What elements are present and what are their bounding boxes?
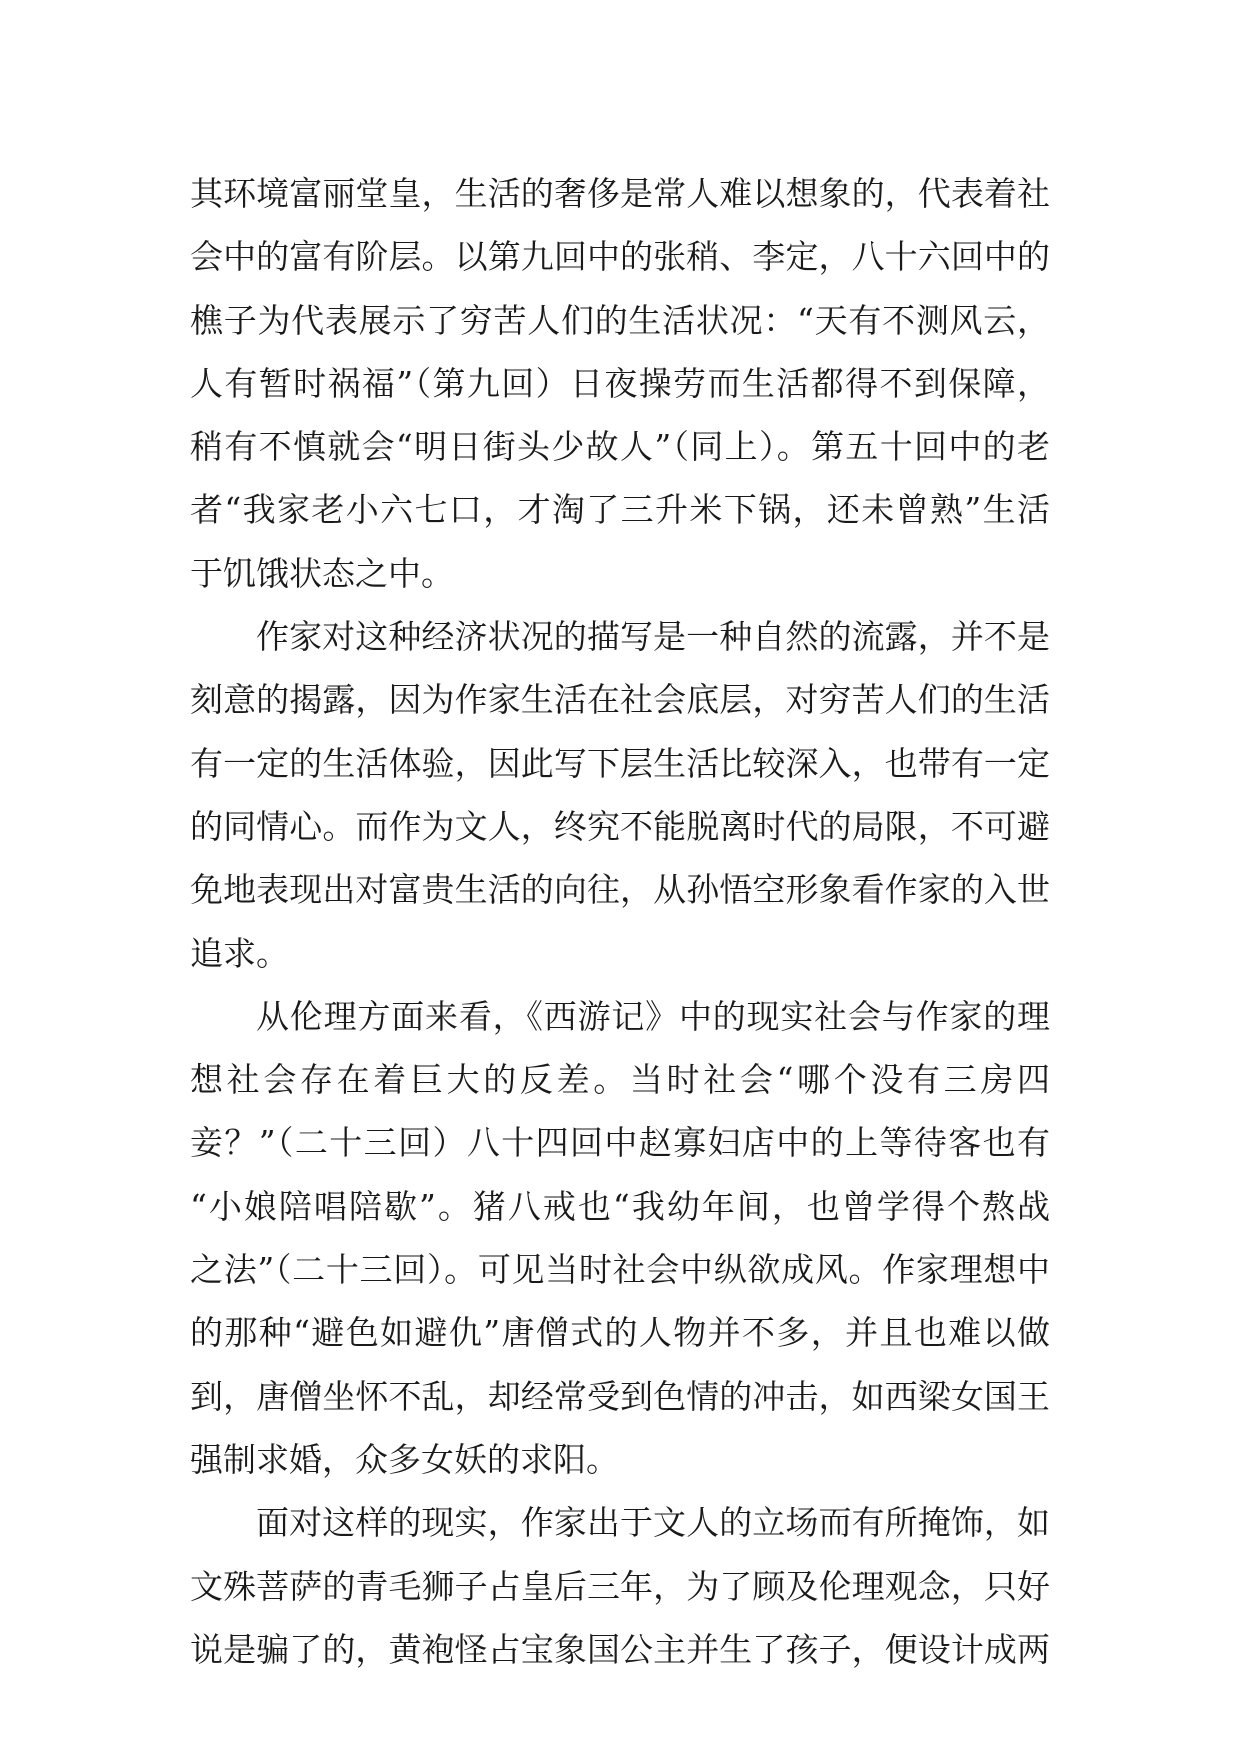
text-line: 到，唐僧坐怀不乱，却经常受到色情的冲击，如西梁女国王: [190, 1376, 1050, 1416]
text-line: 稍有不慎就会“明日街头少故人”（同上）。第五十回中的老: [190, 427, 1050, 467]
text-line: 其环境富丽堂皇，生活的奢侈是常人难以想象的，代表着社: [190, 174, 1050, 213]
text-line: 会中的富有阶层。以第九回中的张稍、李定，八十六回中的: [190, 237, 1050, 277]
text-line: 作家对这种经济状况的描写是一种自然的流露，并不是: [256, 617, 1050, 657]
text-line: 的那种“避色如避仇”唐僧式的人物并不多，并且也难以做: [190, 1313, 1050, 1353]
text-line: 想社会存在着巨大的反差。当时社会“哪个没有三房四: [190, 1060, 1050, 1100]
body-text: [190, 162, 1050, 1681]
paragraph-3: [190, 985, 1050, 1491]
paragraph-2: [190, 605, 1050, 985]
text-line: 从伦理方面来看，《西游记》中的现实社会与作家的理: [256, 996, 1050, 1036]
text-line: 樵子为代表展示了穷苦人们的生活状况：“天有不测风云，: [190, 300, 1050, 340]
text-line: 的同情心。而作为文人，终究不能脱离时代的局限，不可避: [190, 806, 1050, 846]
text-line: 说是骗了的，黄袍怪占宝象国公主并生了孩子，便设计成两: [190, 1629, 1050, 1669]
text-line: 之法”（二十三回）。可见当时社会中纵欲成风。作家理想中: [190, 1250, 1050, 1290]
text-line: 强制求婚，众多女妖的求阳。: [190, 1439, 619, 1479]
text-line: “小娘陪唱陪歇”。猪八戒也“我幼年间，也曾学得个熬战: [190, 1186, 1050, 1226]
text-line: 于饥饿状态之中。: [190, 553, 454, 593]
text-line: 人有暂时祸福”（第九回）日夜操劳而生活都得不到保障，: [190, 363, 1050, 403]
text-line: 免地表现出对富贵生活的向往，从孙悟空形象看作家的入世: [190, 870, 1050, 910]
paragraph-1: [190, 162, 1050, 605]
text-line: 者“我家老小六七口，才淘了三升米下锅，还未曾熟”生活: [190, 490, 1050, 530]
text-line: 有一定的生活体验，因此写下层生活比较深入，也带有一定: [190, 743, 1050, 783]
text-line: 文殊菩萨的青毛狮子占皇后三年，为了顾及伦理观念，只好: [190, 1566, 1050, 1606]
text-line: 刻意的揭露，因为作家生活在社会底层，对穷苦人们的生活: [190, 680, 1050, 720]
paragraph-4: [190, 1491, 1050, 1681]
text-line: 面对这样的现实，作家出于文人的立场而有所掩饰，如: [256, 1503, 1050, 1543]
text-line: 追求。: [190, 933, 289, 973]
text-line: 妾？”（二十三回）八十四回中赵寡妇店中的上等待客也有: [190, 1123, 1050, 1163]
